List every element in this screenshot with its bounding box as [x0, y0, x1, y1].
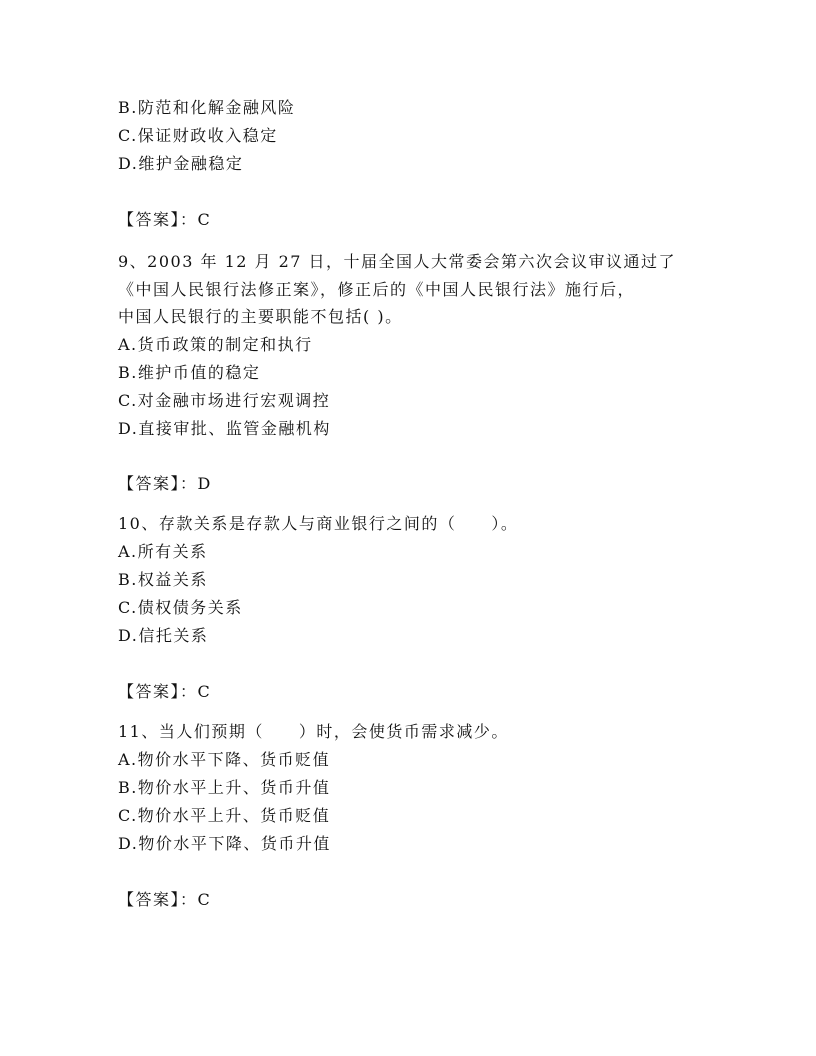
option-c: C.债权债务关系: [118, 598, 243, 617]
question-text-line: 中国人民银行的主要职能不包括( )。: [118, 307, 403, 326]
option-a: A.所有关系: [118, 542, 208, 561]
answer-line: 【答案】：C: [118, 210, 212, 229]
answer-line: 【答案】：C: [118, 890, 212, 909]
option-a: A.物价水平下降、货币贬值: [118, 750, 331, 769]
option-d: D.维护金融稳定: [118, 154, 244, 173]
question-text-line: 9、2003 年 12 月 27 日，十届全国人大常委会第六次会议审议通过了: [118, 252, 677, 271]
option-b: B.维护币值的稳定: [118, 363, 261, 382]
answer-line: 【答案】：C: [118, 682, 212, 701]
option-c: C.保证财政收入稳定: [118, 126, 278, 145]
option-c: C.物价水平上升、货币贬值: [118, 806, 331, 825]
answer-line: 【答案】：D: [118, 474, 212, 493]
option-d: D.物价水平下降、货币升值: [118, 834, 331, 853]
option-b: B.权益关系: [118, 570, 208, 589]
option-b: B.物价水平上升、货币升值: [118, 778, 331, 797]
option-b: B.防范和化解金融风险: [118, 98, 296, 117]
option-a: A.货币政策的制定和执行: [118, 335, 313, 354]
option-c: C.对金融市场进行宏观调控: [118, 391, 331, 410]
question-text-line: 《中国人民银行法修正案》，修正后的《中国人民银行法》施行后，: [118, 280, 636, 299]
question-text-line: 11、当人们预期（ ）时，会使货币需求减少。: [118, 722, 509, 741]
question-text-line: 10、存款关系是存款人与商业银行之间的（ ）。: [118, 514, 519, 533]
option-d: D.信托关系: [118, 626, 209, 645]
option-d: D.直接审批、监管金融机构: [118, 419, 331, 438]
